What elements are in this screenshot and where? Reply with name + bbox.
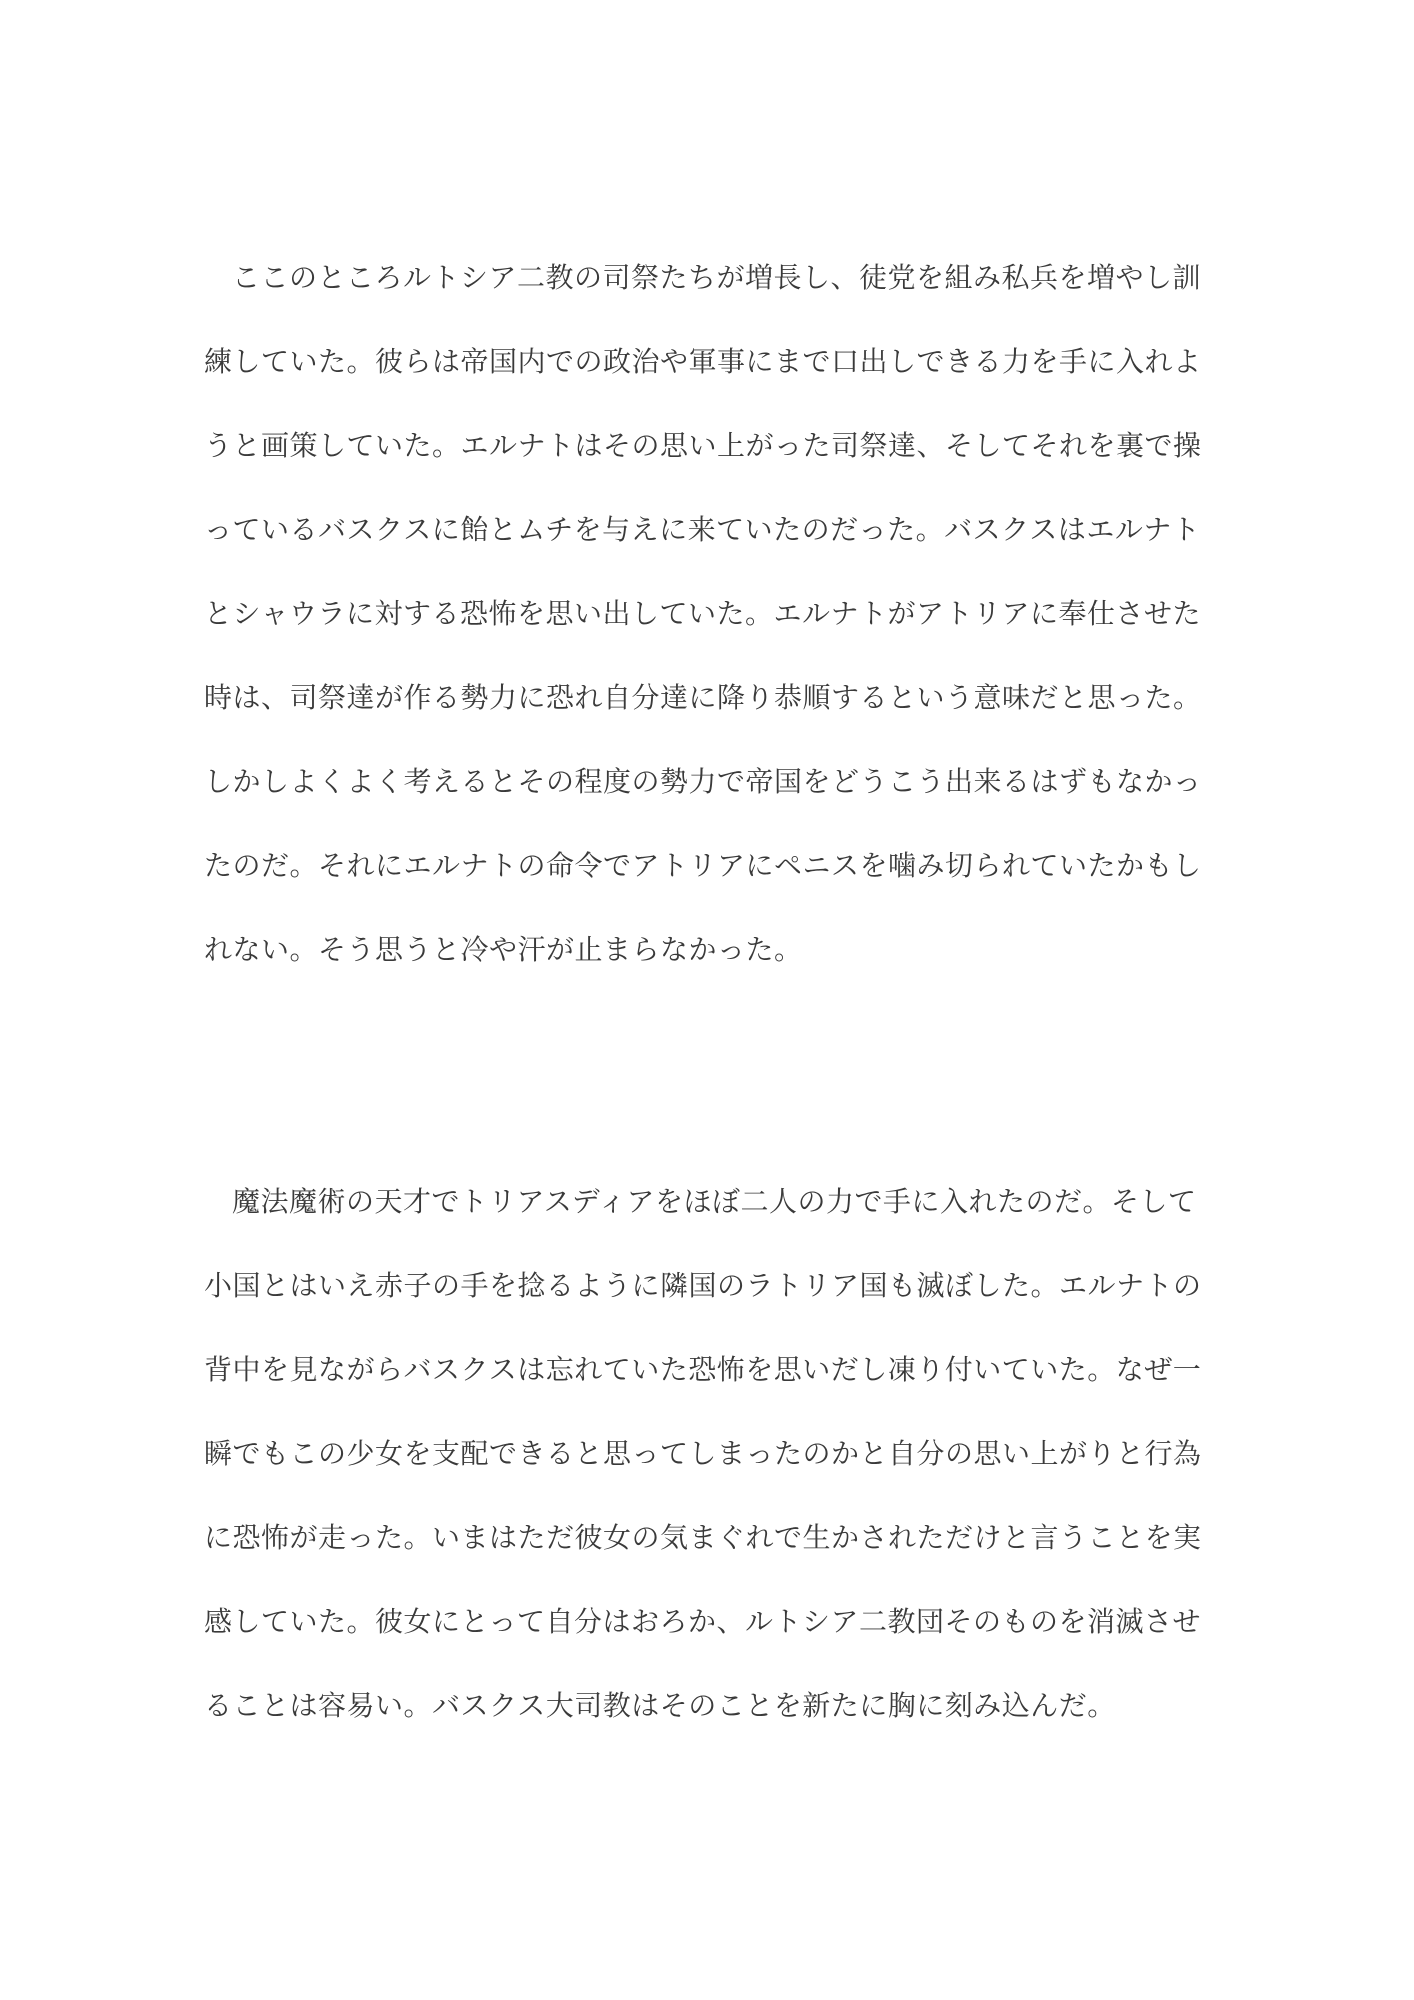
text-line: 魔法魔術の天才でトリアスディアをほぼ二人の力で手に入れたのだ。そして (232, 1185, 1197, 1218)
text-line: 瞬でもこの少女を支配できると思ってしまったのかと自分の思い上がりと行為 (204, 1437, 1202, 1470)
paragraph-2 (204, 1176, 1214, 1764)
text-line: ることは容易い。バスクス大司教はそのことを新たに胸に刻み込んだ。 (204, 1689, 1116, 1722)
text-line: 背中を見ながらバスクスは忘れていた恐怖を思いだし凍り付いていた。なぜ一 (204, 1353, 1202, 1386)
text-line: に恐怖が走った。いまはただ彼女の気まぐれで生かされただけと言うことを実 (204, 1521, 1202, 1554)
text-line: 時は、司祭達が作る勢力に恐れ自分達に降り恭順するという意味だと思った。 (204, 681, 1202, 714)
text-line: とシャウラに対する恐怖を思い出していた。エルナトがアトリアに奉仕させた (204, 597, 1201, 630)
text-line: たのだ。それにエルナトの命令でアトリアにペニスを噛み切られていたかもし (204, 849, 1202, 882)
paragraph-1 (204, 252, 1214, 1008)
text-line: っているバスクスに飴とムチを与えに来ていたのだった。バスクスはエルナト (204, 513, 1201, 546)
text-line: ここのところルトシア二教の司祭たちが増長し、徒党を組み私兵を増やし訓 (232, 261, 1202, 294)
text-line: 小国とはいえ赤子の手を捻るように隣国のラトリア国も滅ぼした。エルナトの (204, 1269, 1202, 1302)
text-line: 練していた。彼らは帝国内での政治や軍事にまで口出しできる力を手に入れよ (204, 345, 1202, 378)
text-line: しかしよくよく考えるとその程度の勢力で帝国をどうこう出来るはずもなかっ (204, 765, 1202, 798)
text-line: 感していた。彼女にとって自分はおろか、ルトシア二教団そのものを消滅させ (204, 1605, 1201, 1638)
text-line: れない。そう思うと冷や汗が止まらなかった。 (204, 933, 803, 966)
text-line: うと画策していた。エルナトはその思い上がった司祭達、そしてそれを裏で操 (204, 429, 1202, 462)
